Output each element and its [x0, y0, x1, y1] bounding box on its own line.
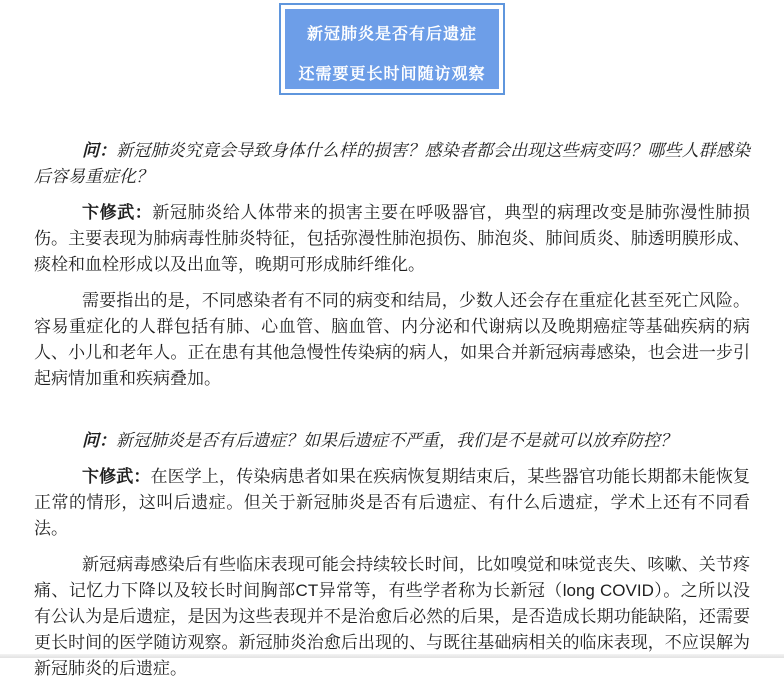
speaker-name-1: 卞修武：: [82, 203, 153, 222]
answer-1-paragraph-1-text: 新冠肺炎给人体带来的损害主要在呼吸器官，典型的病理改变是肺弥漫性肺损伤。主要表现为肺病毒性肺炎特征，包括弥漫性肺泡损伤、肺泡炎、肺间质炎、肺透明膜形成、痰栓和血栓形成以及出血等，晚期可形成肺纤维化。: [34, 203, 751, 274]
answer-2-paragraph-2: [34, 552, 750, 682]
banner-title-line-2: 还需要更长时间随访观察: [298, 66, 486, 83]
speaker-name-2: 卞修武：: [82, 467, 151, 486]
answer-2-paragraph-1: [34, 464, 750, 542]
answer-2-paragraph-1-text: 在医学上，传染病患者如果在疾病恢复期结束后，某些器官功能长期都未能恢复正常的情形，这叫后遗症。但关于新冠肺炎是否有后遗症、有什么后遗症，学术上还有不同看法。: [34, 467, 751, 538]
banner-title-line-1: 新冠肺炎是否有后遗症: [306, 26, 477, 43]
question-1-text: 新冠肺炎究竟会导致身体什么样的损害？感染者都会出现这些病变吗？哪些人群感染后容易重症化？: [34, 141, 751, 186]
question-2: [34, 428, 750, 454]
question-2-label: 问：: [82, 431, 116, 450]
article-body: [0, 138, 784, 682]
answer-1-paragraph-2-text: 需要指出的是，不同感染者有不同的病变和结局，少数人还会存在重症化甚至死亡风险。容易重症化的人群包括有肺、心血管、脑血管、内分泌和代谢病以及晚期癌症等基础疾病的病人、小儿和老年人。正在患有其他急慢性传染病的病人，如果合并新冠病毒感染，也会进一步引起病情加重和疾病叠加。: [34, 291, 750, 388]
article-page: [0, 3, 784, 682]
question-1: [34, 138, 750, 190]
title-banner: [279, 3, 505, 95]
question-2-text: 新冠肺炎是否有后遗症？如果后遗症不严重，我们是不是就可以放弃防控？: [116, 431, 677, 450]
question-1-label: 问：: [82, 141, 117, 160]
title-banner-fill: [285, 9, 499, 89]
answer-2-paragraph-2-text: 新冠病毒感染后有些临床表现可能会持续较长时间，比如嗅觉和味觉丧失、咳嗽、关节疼痛、记忆力下降以及较长时间胸部CT异常等，有些学者称为长新冠（long COVID）。之所以没有公认为是后遗症，是因为这些表现并不是治愈后必然的后果，是否造成长期功能缺陷，还需要更长时间的医学随访观察。新冠肺炎治愈后出现的、与既往基础病相关的临床表现，不应误解为新冠肺炎的后遗症。: [34, 555, 750, 678]
answer-1-paragraph-2: [34, 288, 750, 392]
answer-1-paragraph-1: [34, 200, 750, 278]
